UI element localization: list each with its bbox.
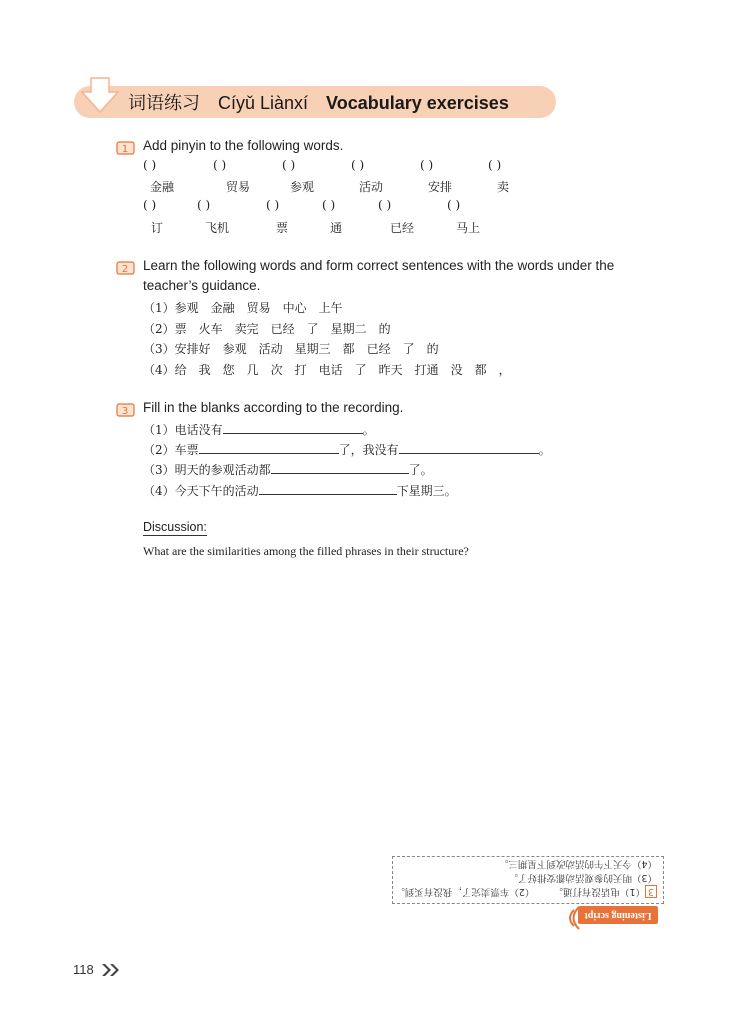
item-text: （3）明天的参观活动都 [143, 463, 271, 477]
exercise-2-title-line1: Learn the following words and form correct sentences with the words under the [143, 258, 615, 273]
heading-english: Vocabulary exercises [326, 93, 509, 113]
answer-blank [399, 441, 539, 454]
script-number: 3 [645, 885, 657, 898]
listening-script-box [392, 856, 664, 904]
pinyin-blank: ( ) [143, 158, 157, 172]
exercise-2-title-line2: teacher’s guidance. [143, 278, 261, 293]
word: 安排 [428, 180, 453, 194]
word: 活动 [359, 180, 384, 194]
svg-text:1: 1 [121, 144, 129, 155]
listening-script [392, 856, 664, 936]
exercise-1-title: Add pinyin to the following words. [143, 138, 344, 153]
svg-text:3: 3 [121, 406, 129, 417]
answer-blank [223, 421, 363, 434]
pinyin-blank: ( ) [282, 158, 296, 172]
script-line: （3）明天的参观活动都安排好了。 [508, 872, 657, 883]
heading-chinese: 词语练习 [128, 93, 200, 114]
word: 飞机 [205, 221, 230, 235]
fill-blank-item [143, 461, 433, 478]
item-text: （1）电话没有 [143, 423, 223, 437]
exercise-1-icon [116, 140, 136, 156]
answer-blank [259, 482, 397, 495]
item-text: （4）今天下午的活动 [143, 484, 259, 498]
word: 金融 [150, 180, 175, 194]
double-chevron-icon [101, 963, 121, 977]
word: 通 [330, 221, 343, 235]
script-line [395, 886, 657, 900]
page-number: 118 [73, 962, 94, 977]
exercise-3-title: Fill in the blanks according to the recording. [143, 400, 404, 415]
sound-waves-icon [560, 906, 580, 930]
item-text: （2）车票 [143, 443, 199, 457]
fill-blank-item [143, 421, 375, 438]
pinyin-blank: ( ) [447, 198, 461, 212]
section-heading [128, 90, 509, 116]
word: 参观 [290, 180, 315, 194]
discussion-question: What are the similarities among the filled phrases in their structure? [143, 544, 469, 558]
fill-blank-item [143, 441, 551, 458]
listening-script-tag: Listening script [578, 906, 658, 924]
pinyin-blank: ( ) [420, 158, 434, 172]
pinyin-blank: ( ) [266, 198, 280, 212]
pinyin-blank: ( ) [197, 198, 211, 212]
fill-blank-item [143, 482, 457, 499]
discussion-label: Discussion: [143, 520, 207, 534]
item-text: 了，我没有 [338, 443, 399, 457]
word: 票 [276, 221, 289, 235]
answer-blank [271, 461, 409, 474]
pinyin-blank: ( ) [322, 198, 336, 212]
item-text: 。 [538, 443, 551, 457]
word: 贸易 [226, 180, 251, 194]
item-text: 。 [362, 423, 375, 437]
pinyin-blank: ( ) [213, 158, 227, 172]
down-arrow-icon [78, 76, 122, 116]
script-text: （1）电话没有打通。 （2）车票卖完了，我没有买到。 [395, 886, 645, 897]
sentence-item: （1）参观 金融 贸易 中心 上午 [143, 301, 343, 315]
pinyin-blank: ( ) [143, 198, 157, 212]
answer-blank [199, 441, 339, 454]
heading-pinyin: Cíyǔ Liànxí [218, 93, 309, 113]
sentence-item: （2）票 火车 卖完 已经 了 星期二 的 [143, 322, 391, 336]
script-line: （4）今天下午的活动改到下星期三。 [498, 858, 657, 869]
svg-text:2: 2 [121, 264, 129, 275]
pinyin-blank: ( ) [488, 158, 502, 172]
word: 订 [151, 221, 164, 235]
pinyin-blank: ( ) [378, 198, 392, 212]
exercise-3-icon [116, 402, 136, 418]
word: 马上 [456, 221, 481, 235]
word: 卖 [497, 180, 510, 194]
exercise-2-icon [116, 260, 136, 276]
sentence-item: （4）给 我 您 几 次 打 电话 了 昨天 打通 没 都 ， [143, 363, 511, 377]
item-text: 了。 [408, 463, 433, 477]
sentence-item: （3）安排好 参观 活动 星期三 都 已经 了 的 [143, 342, 439, 356]
item-text: 下星期三。 [396, 484, 457, 498]
word: 已经 [390, 221, 415, 235]
pinyin-blank: ( ) [351, 158, 365, 172]
